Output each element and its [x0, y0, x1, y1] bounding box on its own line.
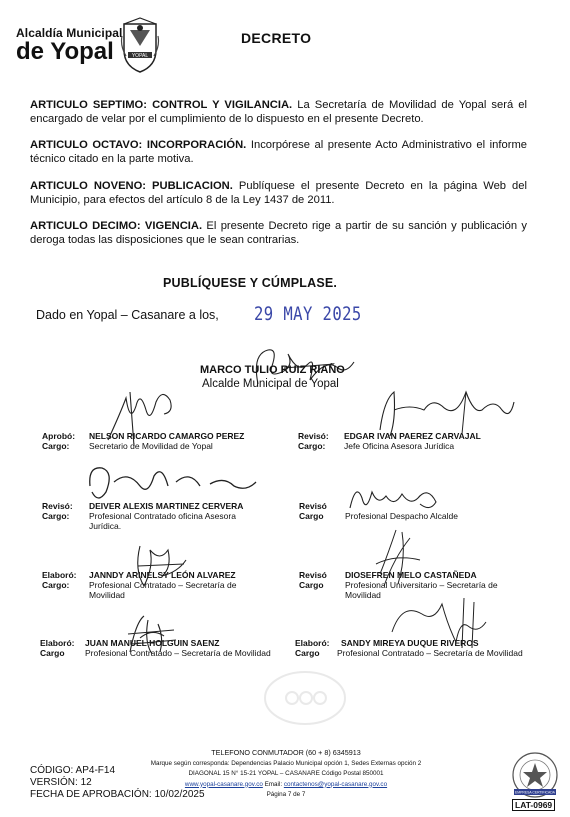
signature-paerez	[370, 380, 520, 442]
signature-leon	[120, 536, 200, 598]
signer-role: Elaboró:	[295, 638, 330, 648]
signer-position: Profesional Contratado – Secretaría de Movilidad	[85, 648, 271, 658]
article-text: Incorpórese al presente Acto Administrativo el informe técnico citado en la parte motiva.	[30, 139, 527, 165]
signer-cargo-label: Cargo	[40, 648, 65, 658]
signer-role: Elaboró:	[40, 638, 75, 648]
org-logo	[16, 26, 123, 64]
org-name-line2: de Yopal	[16, 38, 114, 65]
article-heading: ARTICULO DECIMO: VIGENCIA.	[30, 220, 203, 232]
signer-name: JANNDY ARINELSY LEÓN ALVAREZ	[89, 570, 236, 580]
signature-martinez	[84, 456, 264, 508]
signer-position: Jefe Oficina Asesora Jurídica	[344, 441, 455, 451]
signer-cargo-label: Cargo:	[42, 441, 70, 451]
signer-role: Revisó:	[42, 501, 73, 511]
signer-name: JUAN MANUEL HOLGUIN SAENZ	[85, 638, 220, 648]
article-ninth	[30, 179, 527, 207]
signature-holguin	[118, 608, 184, 660]
signer-name: EDGAR IVAN PAEREZ CARVAJAL	[344, 431, 481, 441]
article-heading: ARTICULO SEPTIMO: CONTROL Y VIGILANCIA.	[30, 99, 293, 111]
signer-cargo-label: Cargo:	[42, 511, 70, 521]
footer-telefono: TELEFONO CONMUTADOR (60 + 8) 6345913	[211, 748, 361, 757]
signer-position: Profesional Contratado – Secretaría de Movilidad	[337, 648, 523, 658]
signer-cargo-label: Cargo:	[42, 580, 70, 590]
signer-role: Elaboró:	[42, 570, 77, 580]
website-link[interactable]: www.yopal-casanare.gov.co	[184, 780, 263, 788]
signer-position: Secretario de Movilidad de Yopal	[89, 441, 213, 451]
article-heading: ARTICULO OCTAVO: INCORPORACIÓN.	[30, 139, 247, 151]
signer-name: DIOSEFREN MELO CASTAÑEDA	[345, 570, 477, 580]
article-tenth	[30, 219, 527, 247]
page-number: Página 7 de 7	[266, 791, 306, 798]
article-text: El presente Decreto rige a partir de su sanción y publicación y deroga todas las disposiciones que le sean contrarias.	[30, 220, 527, 246]
signer-cargo-label: Cargo	[299, 511, 324, 521]
article-seventh	[30, 98, 527, 126]
signer-name: DEIVER ALEXIS MARTINEZ CERVERA	[89, 501, 244, 511]
signer-position: Profesional Contratado – Secretaría de Movilidad	[89, 580, 237, 600]
publiquese-heading: PUBLÍQUESE Y CÚMPLASE.	[163, 276, 338, 290]
municipal-shield-icon	[120, 16, 160, 74]
signer-cargo-label: Cargo:	[298, 441, 326, 451]
document-code: CÓDIGO: AP4-F14	[30, 765, 116, 776]
dado-en-line: Dado en Yopal – Casanare a los,	[36, 308, 219, 322]
document-type: DECRETO	[241, 30, 312, 46]
org-name-line1: Alcaldía Municipal	[16, 26, 123, 40]
date-stamp: 29 MAY 2025	[254, 303, 362, 325]
signer-name: NELSON RICARDO CAMARGO PEREZ	[89, 431, 245, 441]
article-text: La Secretaría de Movilidad de Yopal será el encargado de velar por el cumplimiento de lo dispuesto en el presente Decreto.	[30, 99, 527, 125]
shield-label: YOPAL	[131, 53, 149, 59]
signer-role: Revisó	[299, 501, 327, 511]
signer-role: Aprobó:	[42, 431, 76, 441]
approval-date: FECHA DE APROBACIÓN: 10/02/2025	[30, 789, 205, 800]
email-link[interactable]: contactenos@yopal-casanare.gov.co	[283, 780, 388, 788]
document-version: VERSIÓN: 12	[30, 777, 92, 788]
document-control	[30, 765, 205, 801]
signature-despacho	[344, 478, 444, 518]
signer-position: Profesional Despacho Alcalde	[345, 511, 458, 521]
article-heading: ARTICULO NOVENO: PUBLICACION.	[30, 180, 233, 192]
mayor-title: Alcalde Municipal de Yopal	[202, 378, 339, 390]
email-label: Email:	[262, 780, 284, 788]
signer-cargo-label: Cargo	[295, 648, 320, 658]
signer-role: Revisó:	[298, 431, 329, 441]
signature-camargo	[100, 384, 190, 454]
seal-watermark-icon	[260, 668, 350, 728]
signer-position: Profesional Contratado oficina Asesora Jurídica.	[89, 511, 236, 531]
signer-name: SANDY MIREYA DUQUE RIVEROS	[341, 638, 479, 648]
mayor-name: MARCO TULIO RUIZ RIAÑO	[200, 364, 345, 376]
article-eighth	[30, 138, 527, 166]
signer-cargo-label: Cargo	[299, 580, 324, 590]
cert-banner-text: EMPRESA CERTIFICADA	[515, 790, 555, 795]
signer-role: Revisó	[299, 570, 327, 580]
article-text: Publíquese el presente Decreto en la página Web del Municipio, para efectos del artículo 8 de la Ley 1437 de 2011.	[30, 180, 527, 206]
signer-position: Profesional Universitario – Secretaría de Movilidad	[345, 580, 498, 600]
footer-marque: Marque según corresponda: Dependencias Palacio Municipal opción 1, Sedes Externas opción 2	[150, 759, 422, 767]
signature-duque	[382, 592, 512, 654]
footer-direccion: DIAGONAL 15 N° 15-21 YOPAL – CASANARE Código Postal 850001	[188, 770, 384, 777]
certification-code: LAT-0969	[512, 799, 555, 811]
